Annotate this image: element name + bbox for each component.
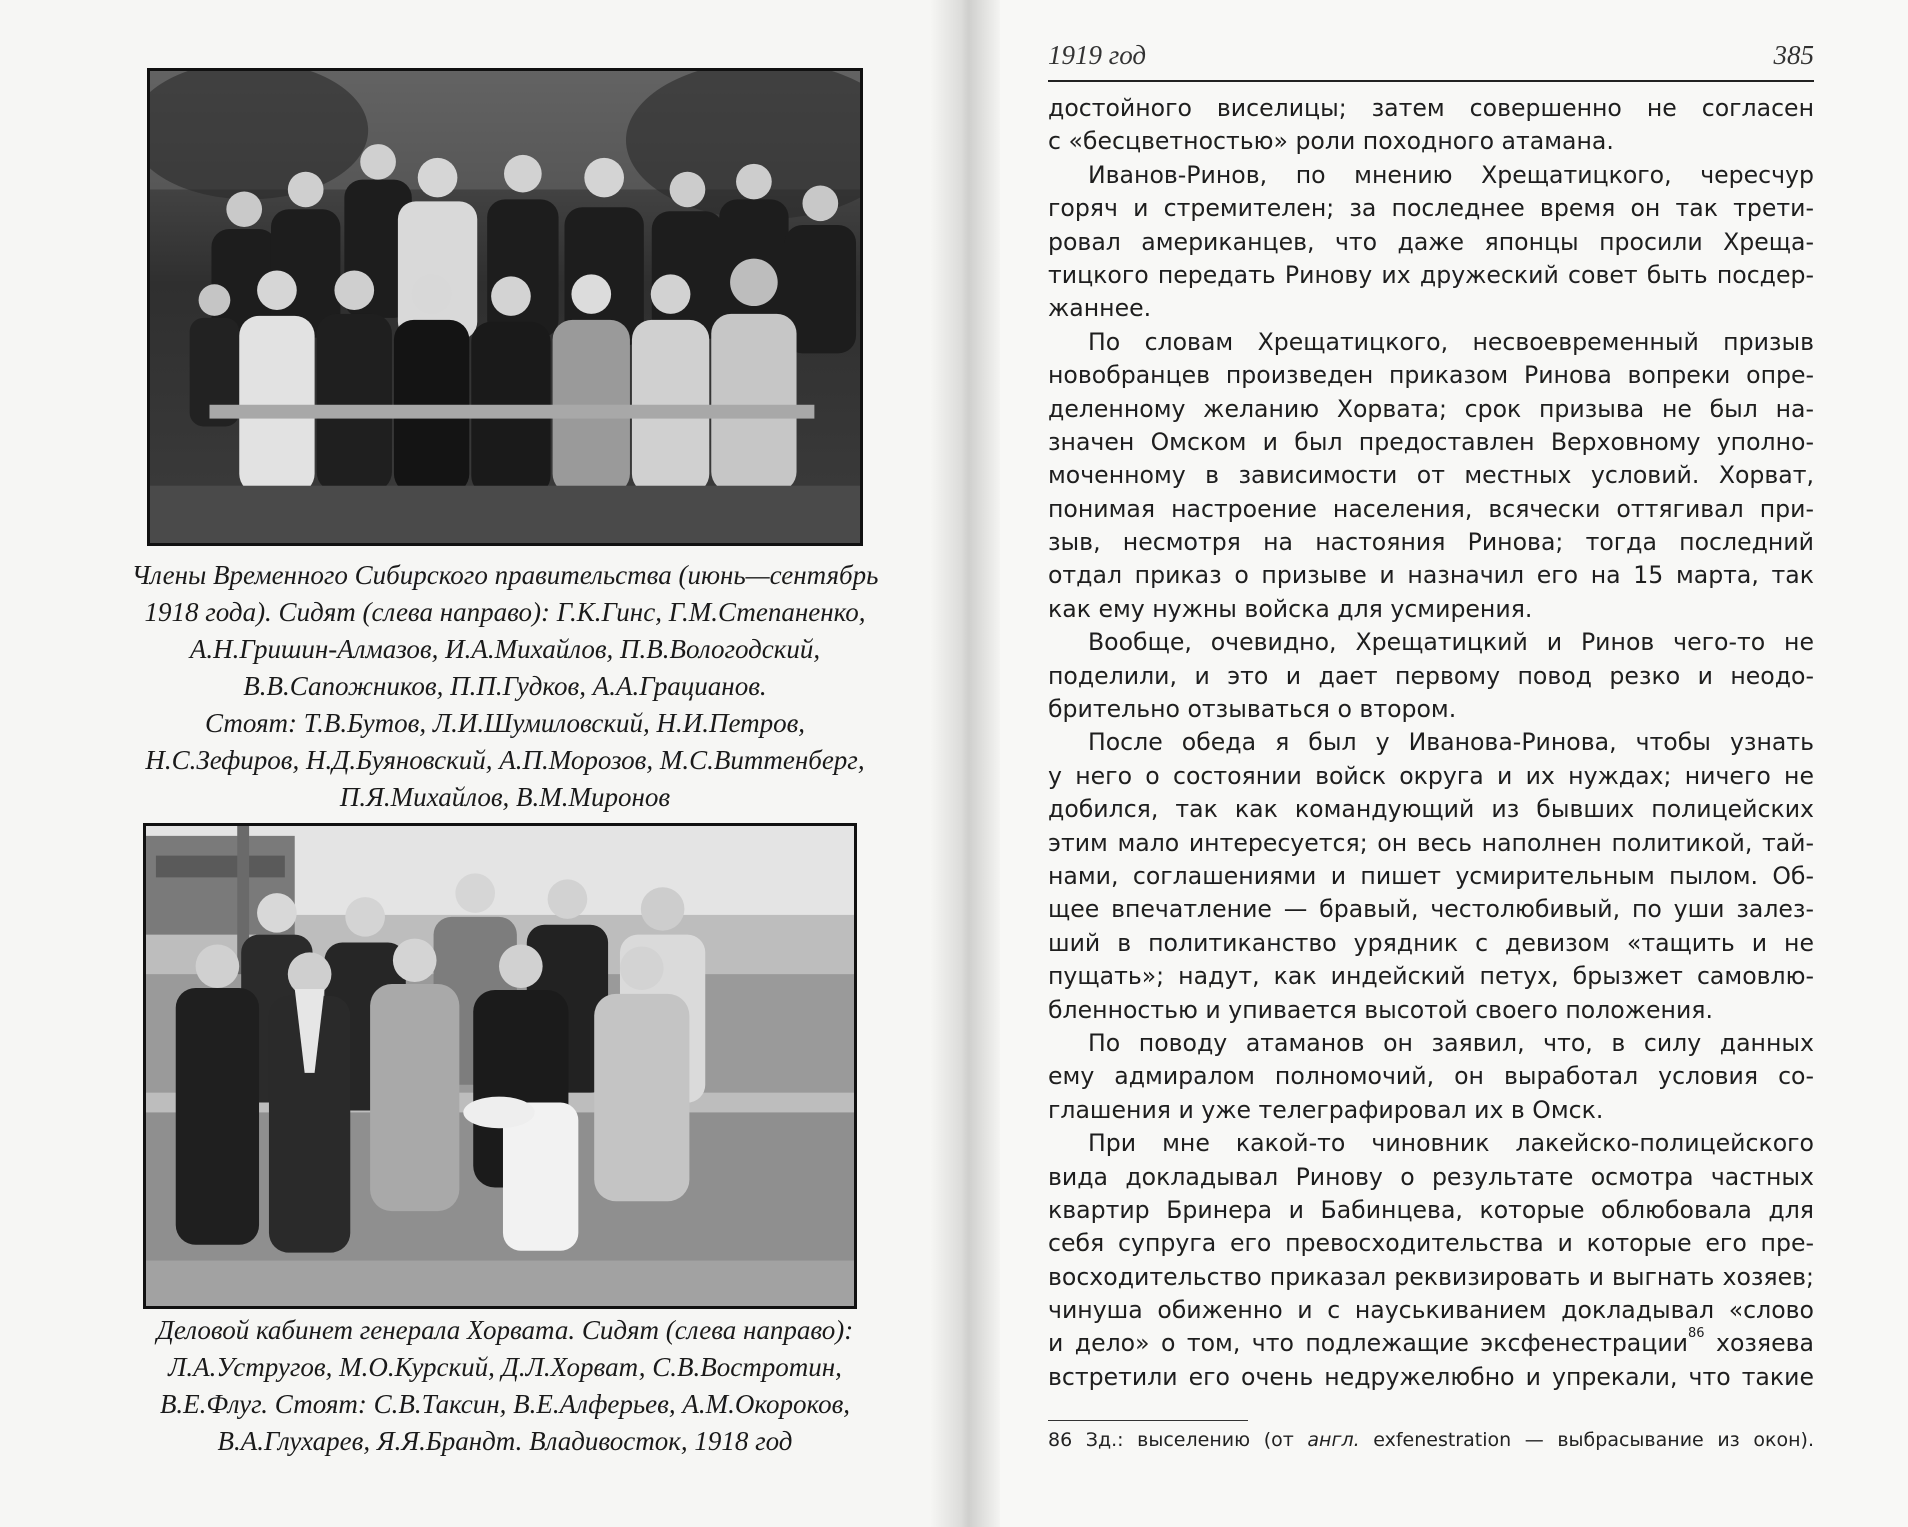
running-title: 1919 год bbox=[1048, 40, 1147, 70]
text-line: щее впечатление — бравый, честолюбивый, по уши залез- bbox=[1048, 895, 1814, 924]
footnote-abbreviation: англ. bbox=[1307, 1429, 1360, 1451]
caption-line: Н.С.Зефиров, Н.Д.Буяновский, А.П.Морозов, М.С.Виттенберг, bbox=[145, 745, 865, 775]
header-rule bbox=[1048, 80, 1814, 82]
text-line: брительно отзываться о втором. bbox=[1048, 695, 1457, 724]
text-line: себя супруга его превосходительства и которые его пре- bbox=[1048, 1229, 1814, 1258]
text-line: этим мало интересуется; он весь наполнен политикой, тай- bbox=[1048, 828, 1814, 857]
footnote-text: Зд.: выселению (от bbox=[1072, 1429, 1308, 1451]
book-gutter bbox=[930, 0, 1000, 1527]
text-line: После обеда я был у Иванова-Ринова, чтобы узнать bbox=[1088, 728, 1814, 757]
text-line: с «бесцветностью» роли походного атамана. bbox=[1048, 127, 1614, 156]
caption-line: В.А.Глухарев, Я.Я.Брандт. Владивосток, 1918 год bbox=[217, 1426, 793, 1456]
footnote-number: 86 bbox=[1048, 1429, 1073, 1451]
text-line: восходительство приказал реквизировать и выгнать хозяев; bbox=[1048, 1262, 1814, 1291]
text-line: ему адмиралом полномочий, он выработал условия со- bbox=[1048, 1062, 1814, 1091]
text-line: По поводу атаманов он заявил, что, в силу данных bbox=[1088, 1028, 1814, 1057]
text-line: зыв, несмотря на настояния Ринова; тогда последний bbox=[1048, 528, 1814, 557]
text-line: у него о состоянии войск округа и их нуждах; ничего не bbox=[1048, 761, 1814, 790]
caption-line: А.Н.Гришин-Алмазов, И.А.Михайлов, П.В.Вологодский, bbox=[189, 634, 821, 664]
text-line: пущать»; надут, как индейский петух, брызжет самовлю- bbox=[1048, 962, 1814, 991]
text-line: бленностью и упивается высотой своего положения. bbox=[1048, 995, 1713, 1024]
text-line: По словам Хрещатицкого, несвоевременный призыв bbox=[1088, 327, 1814, 356]
text-line: При мне какой-то чиновник лакейско-полицейского bbox=[1088, 1129, 1814, 1158]
text-line: Иванов-Ринов, по мнению Хрещатицкого, чересчур bbox=[1088, 160, 1814, 189]
text-line: вида докладывал Ринову о результате осмотра частных bbox=[1048, 1162, 1814, 1191]
caption-line: П.Я.Михайлов, В.М.Миронов bbox=[339, 782, 671, 812]
text-line: значен Омском и был предоставлен Верховному уполно- bbox=[1048, 427, 1814, 456]
text-line: ший в политиканство урядник с девизом «тащить и не bbox=[1048, 928, 1814, 957]
caption-line: В.В.Сапожников, П.П.Гудков, А.А.Грацианов. bbox=[243, 671, 767, 701]
footnote-rule bbox=[1048, 1420, 1248, 1421]
text-line: тицкого передать Ринову их дружеский совет быть посдер- bbox=[1048, 260, 1814, 289]
text-line: жаннее. bbox=[1048, 294, 1152, 323]
body-text bbox=[1048, 92, 1814, 1394]
text-line-tail: хозяева bbox=[1704, 1329, 1814, 1358]
text-line: поделили, и это и дает первому повод резко и неодо- bbox=[1048, 661, 1814, 690]
text-line: отдал приказ о призыве и назначил его на 15 марта, так bbox=[1048, 561, 1814, 590]
footnote-text-end: exfenestration — выбрасывание из окон). bbox=[1359, 1429, 1814, 1451]
text-line: чинуша обиженно и с науськиванием докладывал «слово bbox=[1048, 1296, 1814, 1325]
text-line: деленному желанию Хорвата; срок призыва не был на- bbox=[1048, 394, 1814, 423]
caption-siberian-government bbox=[110, 557, 900, 816]
caption-line: Деловой кабинет генерала Хорвата. Сидят (слева направо): bbox=[156, 1315, 854, 1345]
footnote-reference[interactable]: 86 bbox=[1688, 1326, 1705, 1342]
caption-horvat-cabinet bbox=[110, 1312, 900, 1460]
photo-siberian-government-image bbox=[150, 71, 860, 543]
text-line: моченному в зависимости от местных условий. Хорват, bbox=[1048, 461, 1814, 490]
text-line: встретили его очень недружелюбно и упрекали, что такие bbox=[1048, 1362, 1814, 1391]
text-line: как ему нужны войска для усмирения. bbox=[1048, 594, 1533, 623]
photo-horvat-cabinet bbox=[143, 823, 857, 1309]
text-line: глашения и уже телеграфировал их в Омск. bbox=[1048, 1095, 1604, 1124]
text-line: горяч и стремителен; за последнее время он так трети- bbox=[1048, 194, 1814, 223]
caption-line: Л.А.Устругов, М.О.Курский, Д.Л.Хорват, С.В.Востротин, bbox=[168, 1352, 842, 1382]
text-line: квартир Бринера и Бабинцева, которые облюбовала для bbox=[1048, 1195, 1814, 1224]
text-line: добился, так как командующий из бывших полицейских bbox=[1048, 795, 1814, 824]
running-head bbox=[1048, 40, 1814, 80]
caption-line: В.Е.Флуг. Стоят: С.В.Таксин, В.Е.Алферьев, А.М.Окороков, bbox=[159, 1389, 851, 1419]
text-line-footnote-ref bbox=[1048, 1327, 1814, 1360]
photo-siberian-government bbox=[147, 68, 863, 546]
caption-line: Стоят: Т.В.Бутов, Л.И.Шумиловский, Н.И.Петров, bbox=[204, 708, 806, 738]
page-number: 385 bbox=[1773, 40, 1814, 70]
text-line: новобранцев произведен приказом Ринова вопреки опре- bbox=[1048, 361, 1814, 390]
footnote bbox=[1048, 1426, 1814, 1454]
photo-horvat-cabinet-image bbox=[146, 826, 854, 1306]
text-line: нами, соглашениями и пишет усмирительным пылом. Об- bbox=[1048, 861, 1814, 890]
text-line: достойного виселицы; затем совершенно не согласен bbox=[1048, 94, 1814, 122]
caption-line: Члены Временного Сибирского правительства (июнь—сентябрь bbox=[131, 560, 879, 590]
text-line: Вообще, очевидно, Хрещатицкий и Ринов чего-то не bbox=[1088, 628, 1814, 657]
text-line: понимая настроение населения, всячески оттягивал при- bbox=[1048, 494, 1814, 523]
text-line: ровал американцев, что даже японцы просили Хреща- bbox=[1048, 227, 1814, 256]
caption-line: 1918 года). Сидят (слева направо): Г.К.Гинс, Г.М.Степаненко, bbox=[144, 597, 866, 627]
text-line: и дело» о том, что подлежащие эксфенестрации bbox=[1048, 1329, 1688, 1358]
